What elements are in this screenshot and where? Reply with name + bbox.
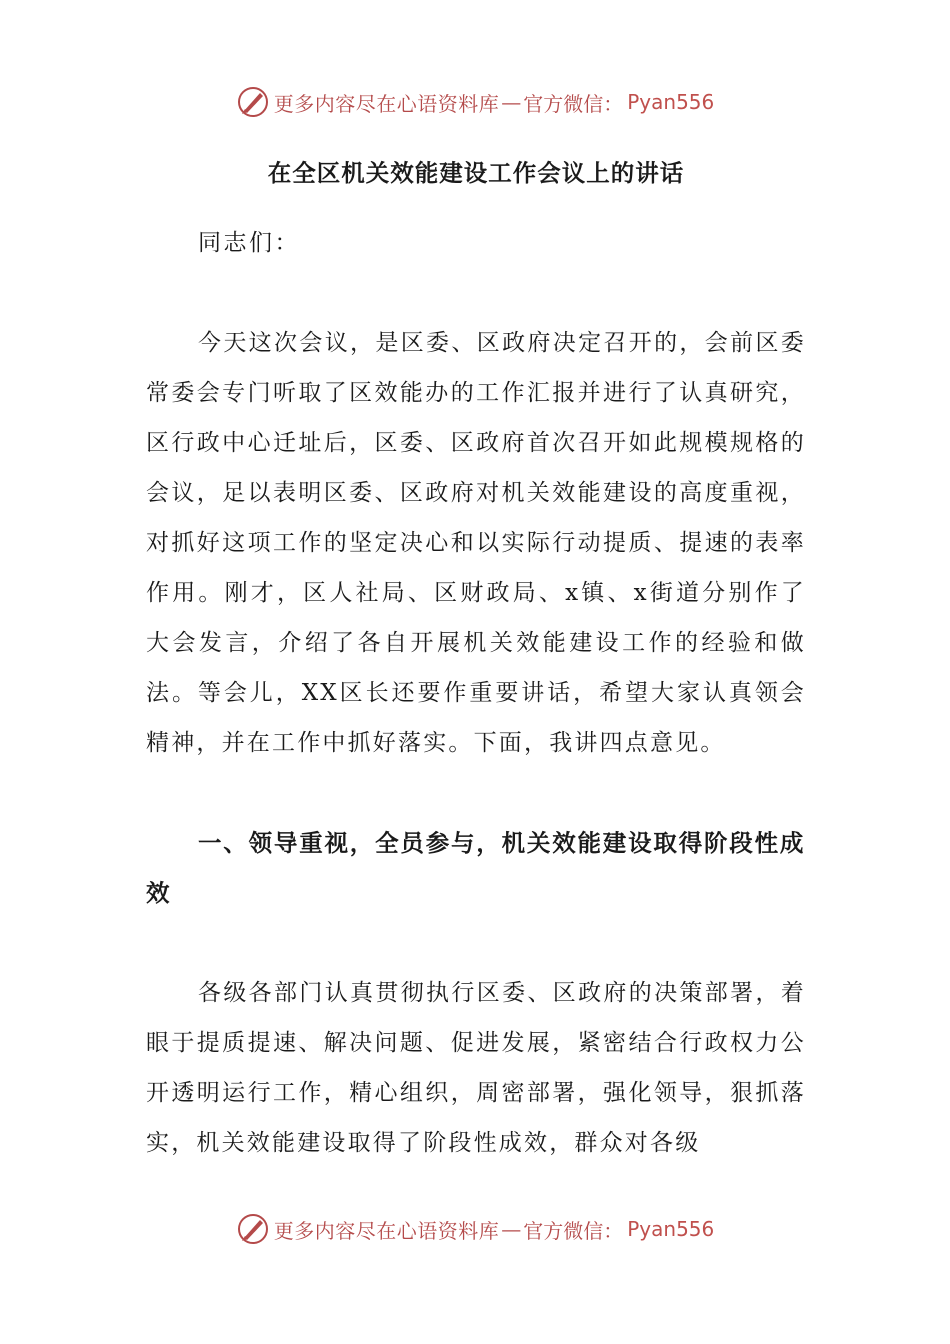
- banner-dash: —: [501, 1217, 522, 1241]
- footer-watermark-banner: [0, 1209, 950, 1249]
- banner-wechat-label: 官方微信：: [523, 1218, 624, 1243]
- banner-wechat-id: Pyan556: [627, 1217, 715, 1241]
- banner-text: 更多内容尽在心语资料库: [273, 91, 500, 116]
- paragraph-2: 各级各部门认真贯彻执行区委、区政府的决策部署，着眼于提质提速、解决问题、促进发展，紧密结合行政权力公开透明运行工作，精心组织，周密部署，强化领导，狠抓落实，机关效能建设取得了阶段性成效，群众对各级: [146, 980, 806, 1156]
- banner-wechat-label: 官方微信：: [523, 91, 624, 116]
- document-body: [146, 150, 806, 1168]
- banner-dash: —: [501, 90, 522, 114]
- header-watermark-banner: [0, 82, 950, 122]
- greeting: 同志们：: [198, 230, 300, 256]
- pen-logo-icon: [236, 1212, 270, 1246]
- paragraph-1: 今天这次会议，是区委、区政府决定召开的，会前区委常委会专门听取了区效能办的工作汇报并进行了认真研究，区行政中心迁址后，区委、区政府首次召开如此规模规格的会议，足以表明区委、区政府对机关效能建设的高度重视，对抓好这项工作的坚定决心和以实际行动提质、提速的表率作用。刚才，区人社局、区财政局、x镇、x街道分别作了大会发言，介绍了各自开展机关效能建设工作的经验和做法。等会儿，XX区长还要作重要讲话，希望大家认真领会精神，并在工作中抓好落实。下面，我讲四点意见。: [146, 330, 806, 756]
- section-heading-1: 一、领导重视，全员参与，机关效能建设取得阶段性成效: [146, 829, 806, 907]
- banner-wechat-id: Pyan556: [627, 90, 715, 114]
- document-title: 在全区机关效能建设工作会议上的讲话: [267, 159, 685, 187]
- banner-text: 更多内容尽在心语资料库: [273, 1218, 500, 1243]
- pen-logo-icon: [236, 85, 270, 119]
